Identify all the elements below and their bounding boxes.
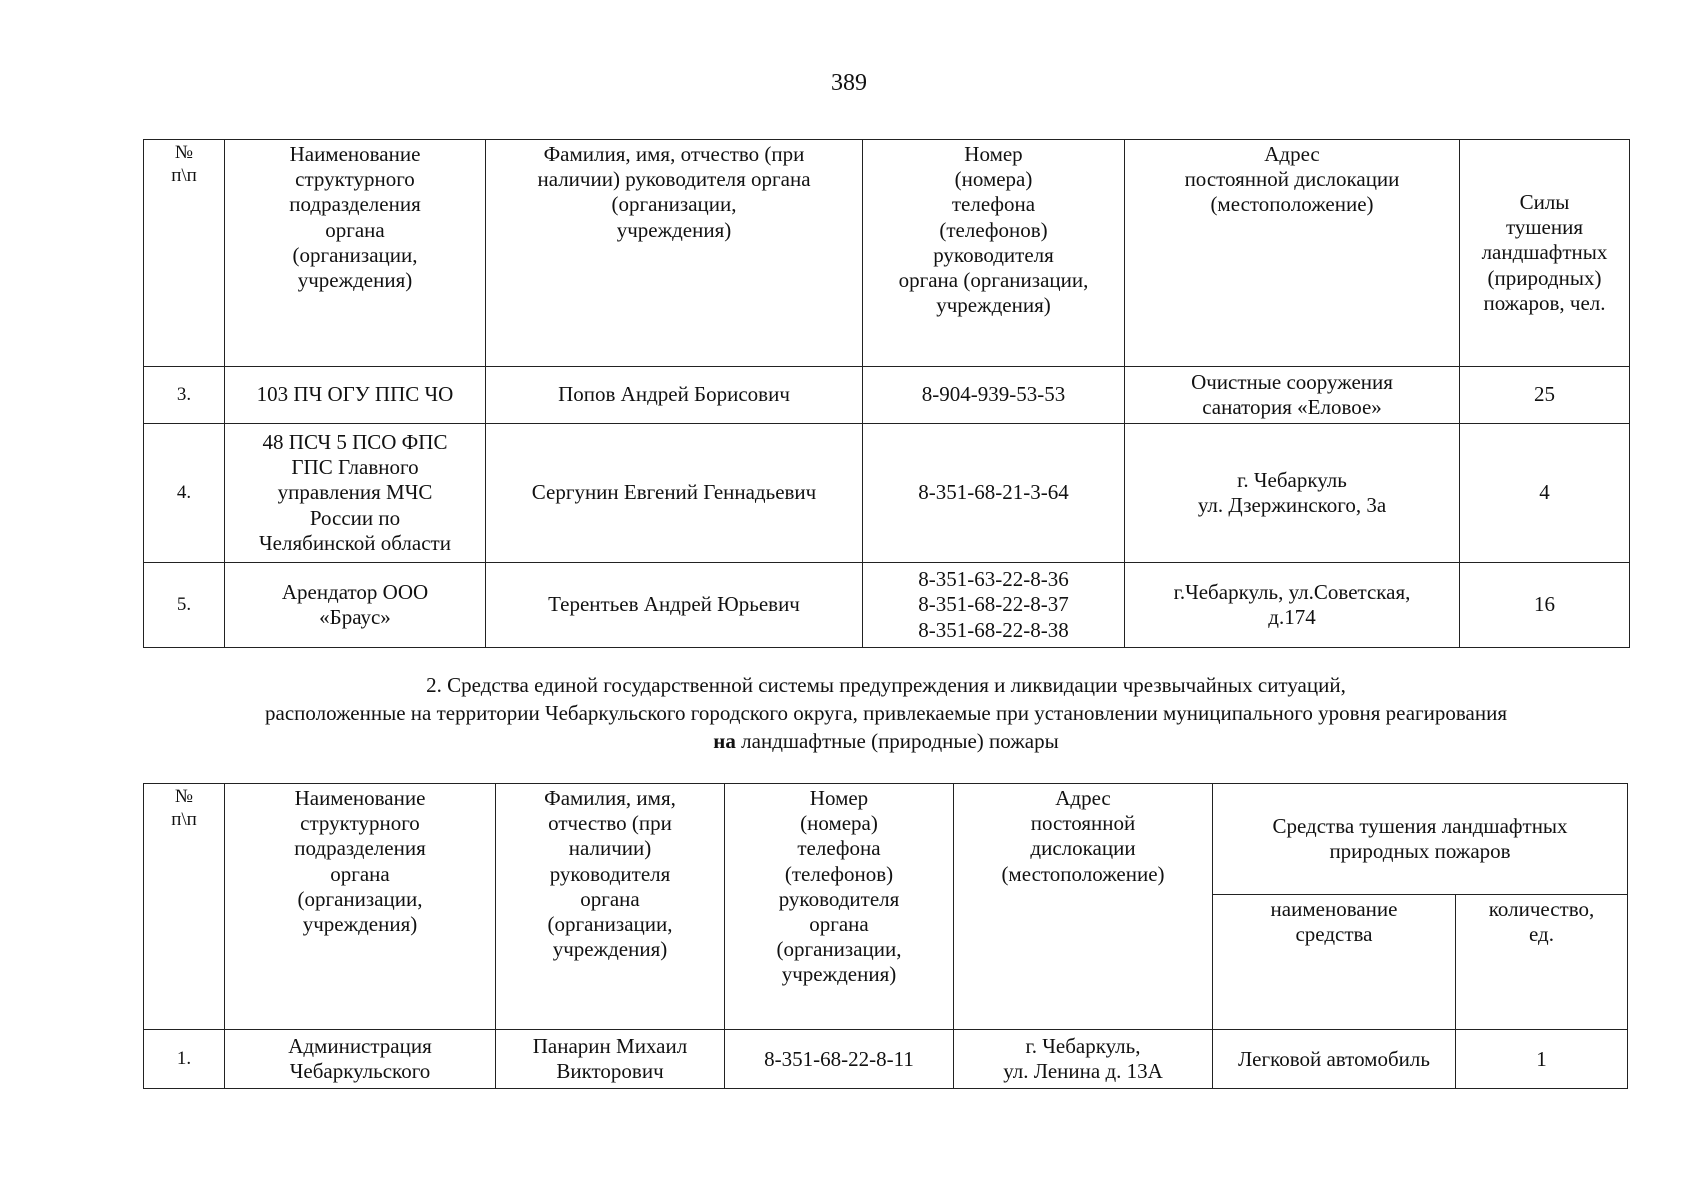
- table-row: [144, 424, 1630, 563]
- cell-address: г. Чебаркуль ул. Дзержинского, 3а: [1125, 424, 1460, 563]
- table-row: [144, 563, 1630, 648]
- fire-forces-table: [143, 139, 1630, 648]
- section-title-line: 2. Средства единой государственной системы предупреждения и ликвидации чрезвычайных ситуаций,: [426, 673, 1346, 697]
- cell-phone: 8-351-68-22-8-11: [725, 1030, 954, 1089]
- cell-phone: 8-351-63-22-8-36 8-351-68-22-8-37 8-351-68-22-8-38: [863, 563, 1125, 648]
- cell-unit-name: 103 ПЧ ОГУ ППС ЧО: [225, 367, 486, 424]
- header-unit-name: Наименование структурного подразделения органа (организации, учреждения): [225, 784, 496, 1030]
- cell-address: г.Чебаркуль, ул.Советская, д.174: [1125, 563, 1460, 648]
- header-means-name: наименование средства: [1213, 895, 1456, 1030]
- cell-unit-name: Администрация Чебаркульского: [225, 1030, 496, 1089]
- page-number: 389: [831, 70, 867, 96]
- cell-number: 1.: [144, 1030, 225, 1089]
- header-address: Адрес постоянной дислокации (местоположение): [954, 784, 1213, 1030]
- cell-means-name: Легковой автомобиль: [1213, 1030, 1456, 1089]
- header-means-group: Средства тушения ландшафтных природных пожаров: [1213, 784, 1628, 895]
- header-number: № п\п: [144, 784, 225, 1030]
- section-title: [143, 672, 1629, 756]
- section-title-line: расположенные на территории Чебаркульского городского округа, привлекаемые при установлении муниципального уровня реагирования: [265, 700, 1507, 725]
- header-number: № п\п: [144, 140, 225, 367]
- cell-head-name: Сергунин Евгений Геннадьевич: [486, 424, 863, 563]
- cell-forces: 25: [1460, 367, 1630, 424]
- cell-unit-name: 48 ПСЧ 5 ПСО ФПС ГПС Главного управления МЧС России по Челябинской области: [225, 424, 486, 563]
- emergency-means-table: [143, 783, 1628, 1089]
- cell-address: г. Чебаркуль, ул. Ленина д. 13А: [954, 1030, 1213, 1089]
- cell-head-name: Попов Андрей Борисович: [486, 367, 863, 424]
- cell-number: 3.: [144, 367, 225, 424]
- header-forces: Силы тушения ландшафтных (природных) пожаров, чел.: [1460, 140, 1630, 367]
- header-head-name: Фамилия, имя, отчество (при наличии) руководителя органа (организации, учреждения): [496, 784, 725, 1030]
- header-head-name: Фамилия, имя, отчество (при наличии) руководителя органа (организации, учреждения): [486, 140, 863, 367]
- cell-head-name: Панарин Михаил Викторович: [496, 1030, 725, 1089]
- table-row: [144, 1030, 1628, 1089]
- cell-phone: 8-904-939-53-53: [863, 367, 1125, 424]
- cell-means-quantity: 1: [1456, 1030, 1628, 1089]
- cell-address: Очистные сооружения санатория «Еловое»: [1125, 367, 1460, 424]
- cell-forces: 16: [1460, 563, 1630, 648]
- cell-forces: 4: [1460, 424, 1630, 563]
- header-phone: Номер (номера) телефона (телефонов) руководителя органа (организации, учреждения): [863, 140, 1125, 367]
- cell-head-name: Терентьев Андрей Юрьевич: [486, 563, 863, 648]
- section-title-line-end: ландшафтные (природные) пожары: [735, 728, 1059, 753]
- header-means-quantity: количество, ед.: [1456, 895, 1628, 1030]
- table-row: [144, 367, 1630, 424]
- cell-number: 4.: [144, 424, 225, 563]
- section-title-bold-word: на: [713, 728, 736, 753]
- cell-number: 5.: [144, 563, 225, 648]
- header-unit-name: Наименование структурного подразделения органа (организации, учреждения): [225, 140, 486, 367]
- table-header-row: [144, 140, 1630, 367]
- section-title-line: [143, 728, 1629, 756]
- cell-phone: 8-351-68-21-3-64: [863, 424, 1125, 563]
- table-header-row: [144, 784, 1628, 895]
- cell-unit-name: Арендатор ООО «Браус»: [225, 563, 486, 648]
- header-address: Адрес постоянной дислокации (местоположение): [1125, 140, 1460, 367]
- header-phone: Номер (номера) телефона (телефонов) руководителя органа (организации, учреждения): [725, 784, 954, 1030]
